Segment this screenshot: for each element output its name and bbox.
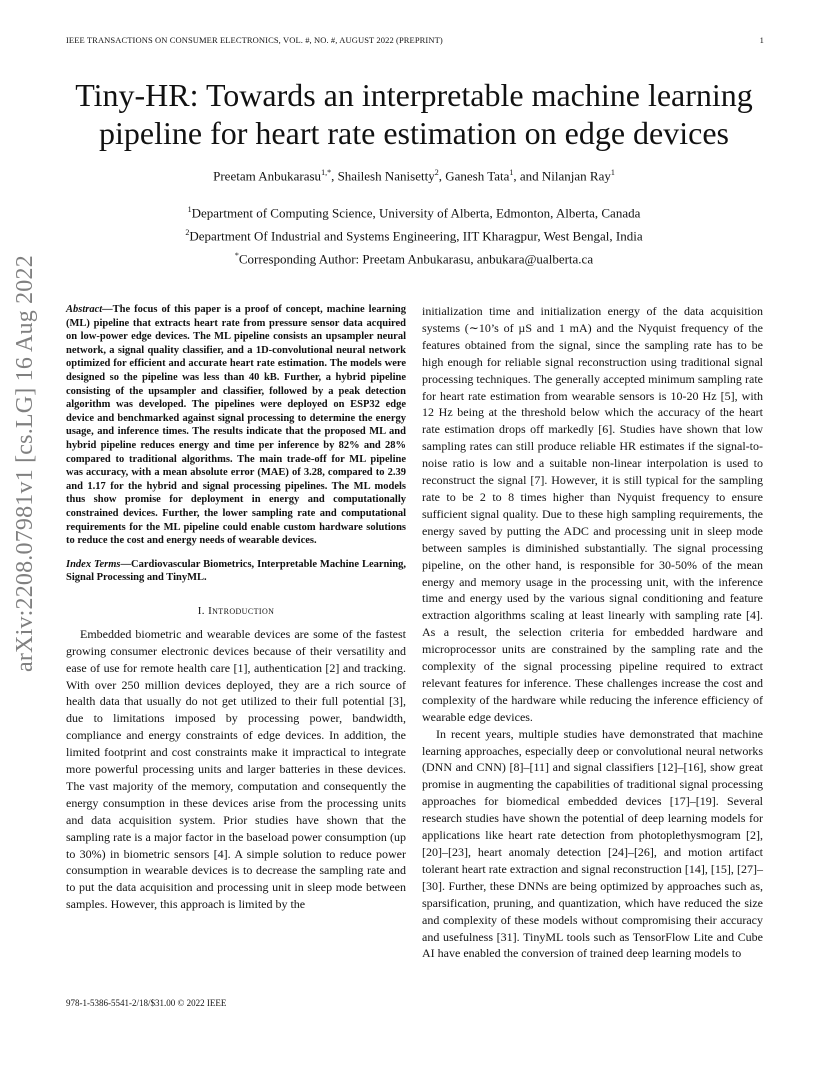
title-line-1: Tiny-HR: Towards an interpretable machine learning bbox=[75, 77, 753, 113]
affiliations bbox=[60, 200, 768, 268]
affiliation-text: Department Of Industrial and Systems Engineering, IIT Kharagpur, West Bengal, India bbox=[189, 228, 643, 244]
abstract-text: —The focus of this paper is a proof of concept, machine learning (ML) pipeline that extracts heart rate from pressure sensor data acquired on low-power edge devices. The ML pipeline consists an upsampler neural network, a signal quality classifier, and a 1D-convolutional neural network optimized for efficient and accurate heart rate estimation. The models were designed so the pipeline was less than 40 kB. Further, a hybrid pipeline consisting of the upsampler and classifier, followed by a peak detection algorithm was developed. The pipelines were deployed on ESP32 edge device and benchmarked against signal processing to determine the energy usage, and inference times. The results indicate that the proposed ML and hybrid pipeline reduces energy and time per inference by 82% and 28% compared to traditional algorithms. The main trade-off for ML pipeline was accuracy, with a mean absolute error (MAE) of 3.28, compared to 2.39 and 1.17 for the hybrid and signal processing pipelines. The ML models thus show promise for deployment in energy and computationally constrained devices. Further, the lower sampling rate and computational requirements for the ML pipeline could enable custom hardware solutions to reduce the cost and energy needs of wearable devices. bbox=[66, 304, 406, 547]
paragraph: Embedded biometric and wearable devices are some of the fastest growing consumer electronic devices because of their versatility and ease of use for remote health care [1], authentication [2] and tracking. With over 250 million devices deployed, they are a rich source of health data that usually do not get utilized to their full potential [3], due to limitations imposed by processing power, bandwidth, compliance and energy constraints of edge devices. In addition, the limited footprint and cost constraints make it impractical to integrate more powerful processing units and larger batteries in these devices. The vast majority of the memory, computation and consequently the energy consumption in these devices arise from the processing units and data acquisition system. Prior studies have shown that the sampling rate is a major factor in the baseload power consumption (up to 30%) in biometric sensors [4]. A simple solution to reduce power consumption in wearable devices is to decrease the sampling rate and to put the data acquisition and processing unit in sleep mode between samples. However, this approach is limited by the bbox=[66, 626, 406, 912]
corresponding-author-text: Corresponding Author: Preetam Anbukarasu, anbukara@ualberta.ca bbox=[238, 250, 594, 266]
affiliation-1 bbox=[60, 200, 768, 223]
affiliation-marker: 1 bbox=[187, 205, 192, 214]
running-header bbox=[66, 35, 764, 45]
page-number: 1 bbox=[759, 35, 764, 45]
corresponding-author bbox=[60, 246, 768, 269]
journal-header: IEEE TRANSACTIONS ON CONSUMER ELECTRONICS, VOL. #, NO. #, AUGUST 2022 (PREPRINT) bbox=[66, 35, 443, 45]
section-numeral: I. bbox=[197, 604, 209, 617]
index-terms-text: —Cardiovascular Biometrics, Interpretable Machine Learning, Signal Processing and TinyML. bbox=[66, 558, 406, 584]
index-terms-label: Index Terms bbox=[66, 558, 121, 570]
title-line-2: pipeline for heart rate estimation on edge devices bbox=[99, 115, 729, 151]
index-terms bbox=[66, 558, 406, 585]
abstract bbox=[66, 303, 406, 548]
affiliation-text: Department of Computing Science, University of Alberta, Edmonton, Alberta, Canada bbox=[191, 205, 641, 221]
copyright-footer: 978-1-5386-5541-2/18/$31.00 © 2022 IEEE bbox=[66, 998, 227, 1008]
author-name: , Shailesh Nanisetty bbox=[331, 168, 435, 184]
right-column bbox=[422, 303, 763, 962]
author-superscript: 2 bbox=[434, 168, 439, 177]
author-superscript: 1,* bbox=[321, 168, 332, 177]
author-list bbox=[60, 168, 768, 184]
paragraph: initialization time and initialization energy of the data acquisition systems (∼10’s of µS and 1 mA) and the Nyquist frequency of the features obtained from the signal, since the sampling rate has to be high enough for reliable signal reconstruction using traditional signal processing techniques. The generally accepted minimum sampling rate for heart rate estimation from wearable sensors is 10-20 Hz [5], with 12 Hz being at the threshold below which the accuracy of the heart rate estimation drops off markedly [6]. Studies have shown that low sampling rates can still produce reliable HR estimates if the signal-to-noise ratio is low and a suitable non-linear interpolation is used to reconstruct the signal [7]. However, it is still typical for the sampling rate to be 2 to 8 times higher than Nyquist frequency to ensure sufficient signal quality. Due to these high sampling requirements, the energy saved by putting the ADC and processing unit in sleep mode between samples is diminished substantially. The signal processing pipeline, on the other hand, is responsible for 30-50% of the mean energy and memory usage in the processing unit, with the inference time and energy used by the various signal conditioning and feature extraction algorithms scaling at least linearly with sampling rate [4]. As a result, the selection criteria for embedded hardware and microprocessor units are constrained by the sampling rate and the complexity of the signal processing pipeline required to extract relevant features for inference. These challenges increase the cost and complexity of the hardware while reducing the inference efficiency of wearable edge devices. bbox=[422, 304, 763, 724]
author-name: , and Nilanjan Ray bbox=[513, 168, 611, 184]
section-title: Introduction bbox=[208, 604, 275, 617]
affiliation-2 bbox=[60, 223, 768, 246]
author-superscript: 1 bbox=[509, 168, 514, 177]
affiliation-marker: * bbox=[234, 250, 239, 260]
abstract-label: Abstract bbox=[66, 304, 103, 315]
author-name: Preetam Anbukarasu bbox=[213, 168, 322, 184]
paragraph: In recent years, multiple studies have demonstrated that machine learning approaches, especially deep or convolutional neural networks (DNN and CNN) [8]–[11] and signal classifiers [12]–[16], show great promise in augmenting the capabilities of traditional signal processing approaches for biomedical embedded devices [17]–[19]. Several research studies have shown the potential of deep learning models for applications like heart rate detection from photoplethysmogram [2], [20]–[23], heart anomaly detection [24]–[26], and motion artifact tolerant heart rate extraction and signal reconstruction [14], [15], [27]–[30]. Further, these DNNs are being optimized by approaches such as, sparsification, pruning, and quantization, which have reduced the size and complexity of these models without compromising their accuracy and usefulness [31]. TinyML tools such as TensorFlow Lite and Cube AI have enabled the conversion of trained deep learning models to bbox=[422, 726, 763, 961]
author-superscript: 1 bbox=[610, 168, 615, 177]
arxiv-stamp: arXiv:2208.07981v1 [cs.LG] 16 Aug 2022 bbox=[12, 255, 38, 672]
left-column bbox=[66, 303, 406, 913]
paper-title bbox=[40, 76, 788, 152]
section-heading-introduction bbox=[66, 603, 406, 620]
affiliation-marker: 2 bbox=[185, 227, 190, 237]
author-name: , Ganesh Tata bbox=[438, 168, 510, 184]
